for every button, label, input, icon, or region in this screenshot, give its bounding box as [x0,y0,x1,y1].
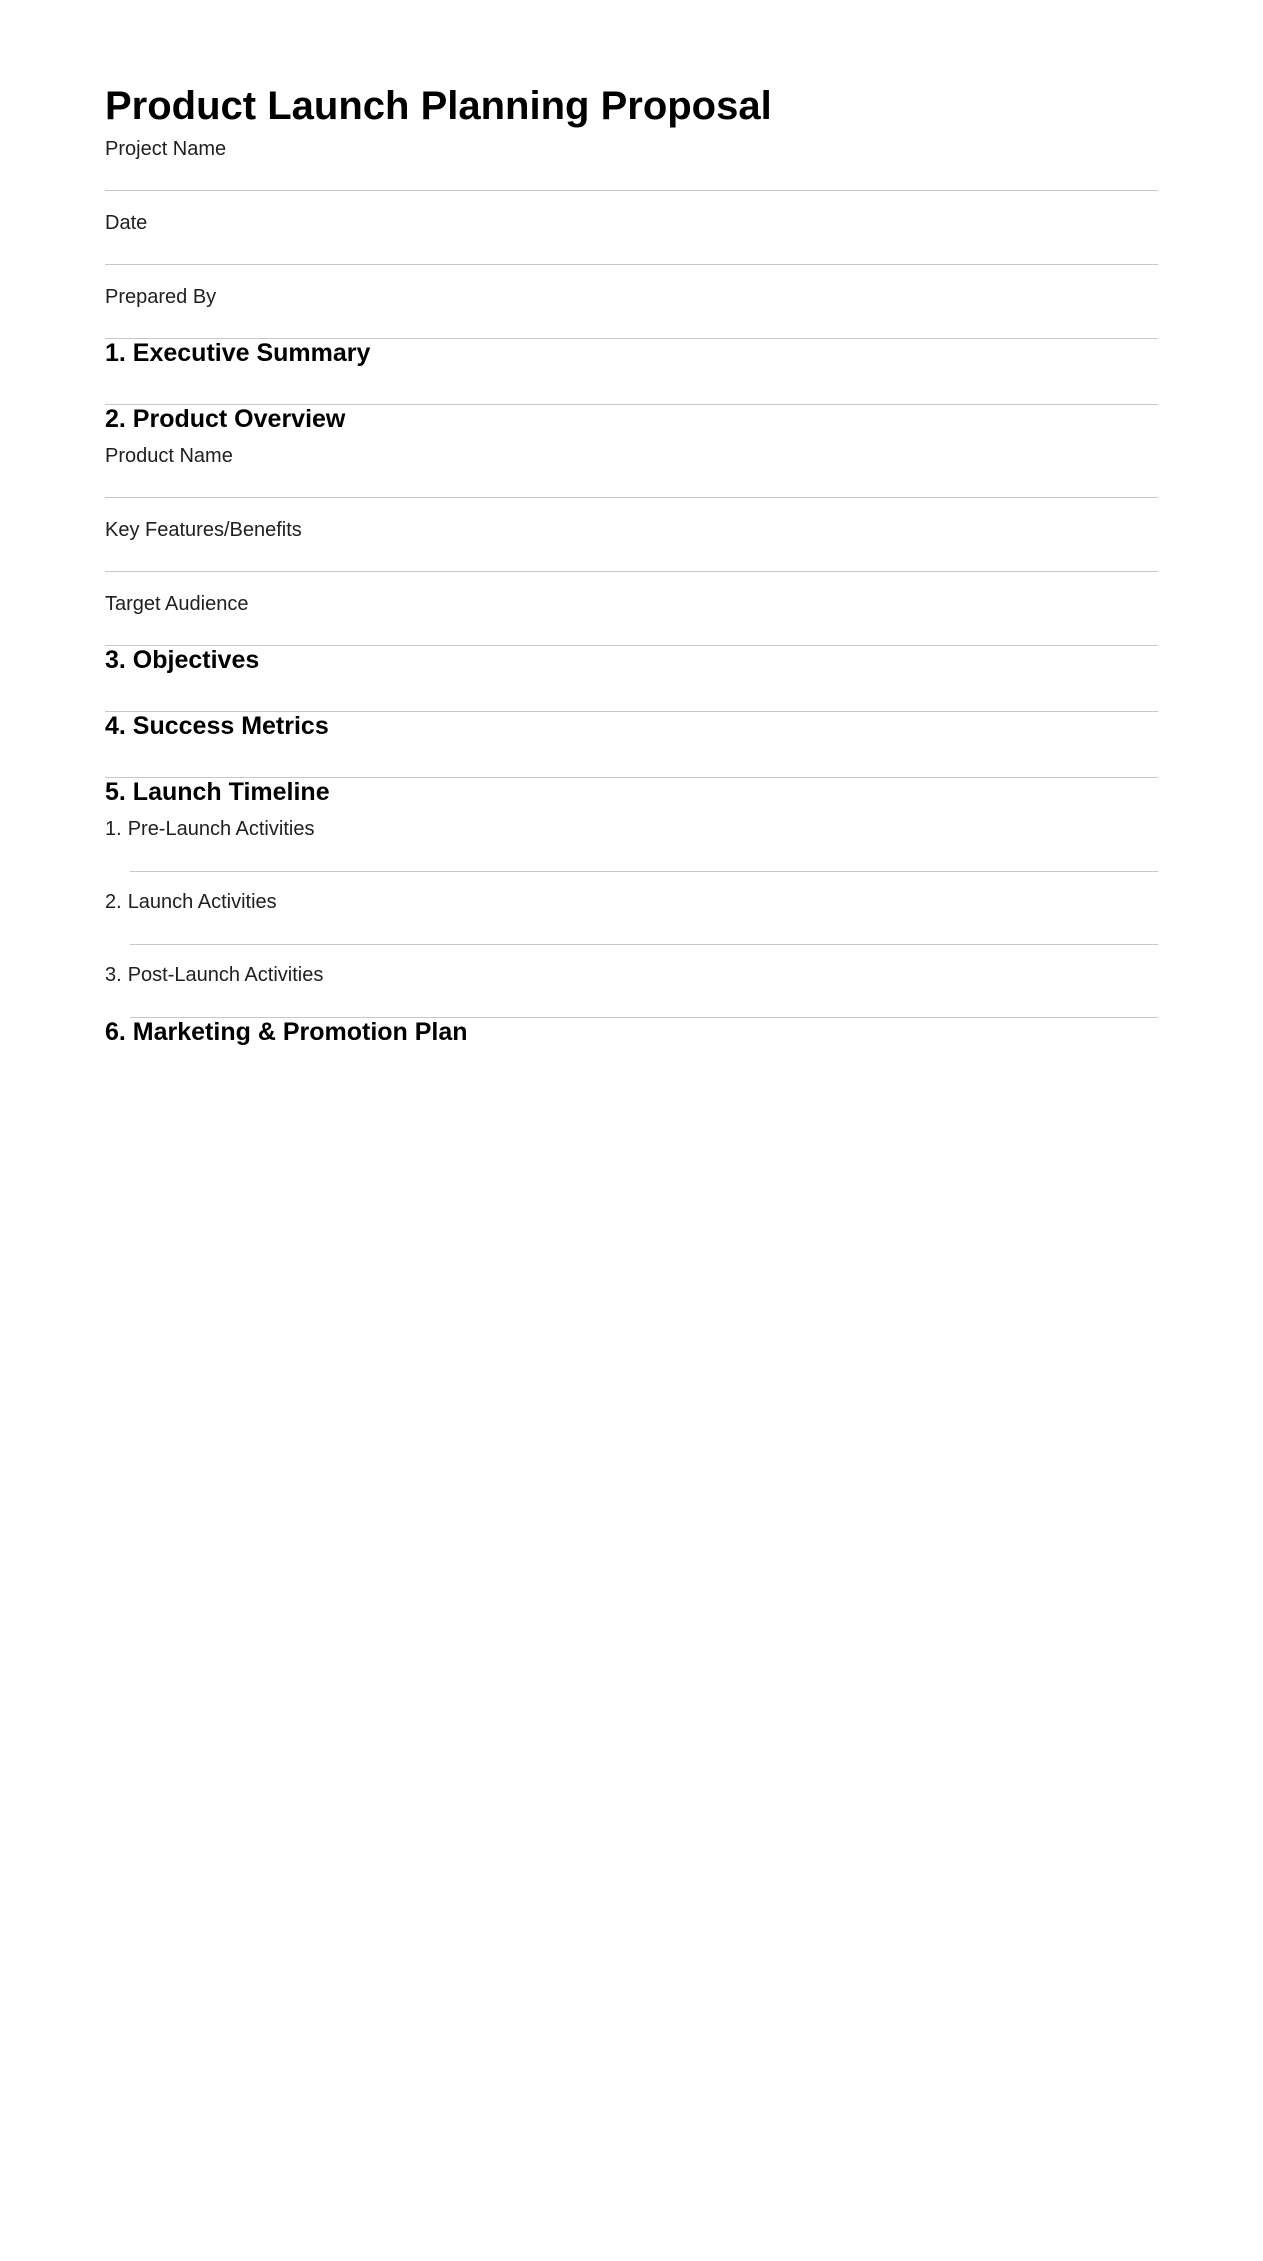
field-key-features-benefits [105,519,1158,572]
list-item-label-post-launch: Post-Launch Activities [127,964,324,986]
answer-line-success-metrics [105,740,1158,778]
answer-line-project-name [105,161,1158,191]
field-product-name [105,445,1158,498]
field-label-prepared-by: Prepared By [105,286,217,308]
field-label-project-name: Project Name [105,138,227,160]
field-prepared-by [105,286,1158,339]
launch-timeline-list [105,818,1158,1018]
answer-line-prepared-by [105,309,1158,339]
list-item-label-pre-launch: Pre-Launch Activities [127,818,315,840]
section-heading-objectives: 3. Objectives [105,646,260,674]
list-item-number: 1. [105,818,122,840]
field-date [105,212,1158,265]
document-page [105,84,1158,1046]
list-item-launch [105,891,1158,945]
answer-line-objectives [105,674,1158,712]
answer-line-pre-launch [130,841,1158,872]
section-heading-product-overview: 2. Product Overview [105,405,346,433]
answer-line-key-features-benefits [105,542,1158,572]
answer-line-launch [130,914,1158,945]
list-item-pre-launch [105,818,1158,872]
field-target-audience [105,593,1158,646]
section-heading-executive-summary: 1. Executive Summary [105,339,371,367]
section-heading-success-metrics: 4. Success Metrics [105,712,329,740]
field-label-product-name: Product Name [105,445,233,467]
list-item-number: 2. [105,891,122,913]
answer-line-date [105,235,1158,265]
list-item-label-launch: Launch Activities [127,891,277,913]
answer-line-executive-summary [105,367,1158,405]
section-heading-marketing-promotion-plan: 6. Marketing & Promotion Plan [105,1018,468,1046]
list-item-row [105,818,1158,841]
answer-line-product-name [105,468,1158,498]
page-title: Product Launch Planning Proposal [105,84,772,128]
list-item-row [105,891,1158,914]
answer-line-post-launch [130,987,1158,1018]
field-label-date: Date [105,212,148,234]
list-item-row [105,964,1158,987]
field-project-name [105,138,1158,191]
field-label-key-features-benefits: Key Features/Benefits [105,519,302,541]
field-label-target-audience: Target Audience [105,593,249,615]
list-item-number: 3. [105,964,122,986]
list-item-post-launch [105,964,1158,1018]
answer-line-target-audience [105,616,1158,646]
section-heading-launch-timeline: 5. Launch Timeline [105,778,330,806]
